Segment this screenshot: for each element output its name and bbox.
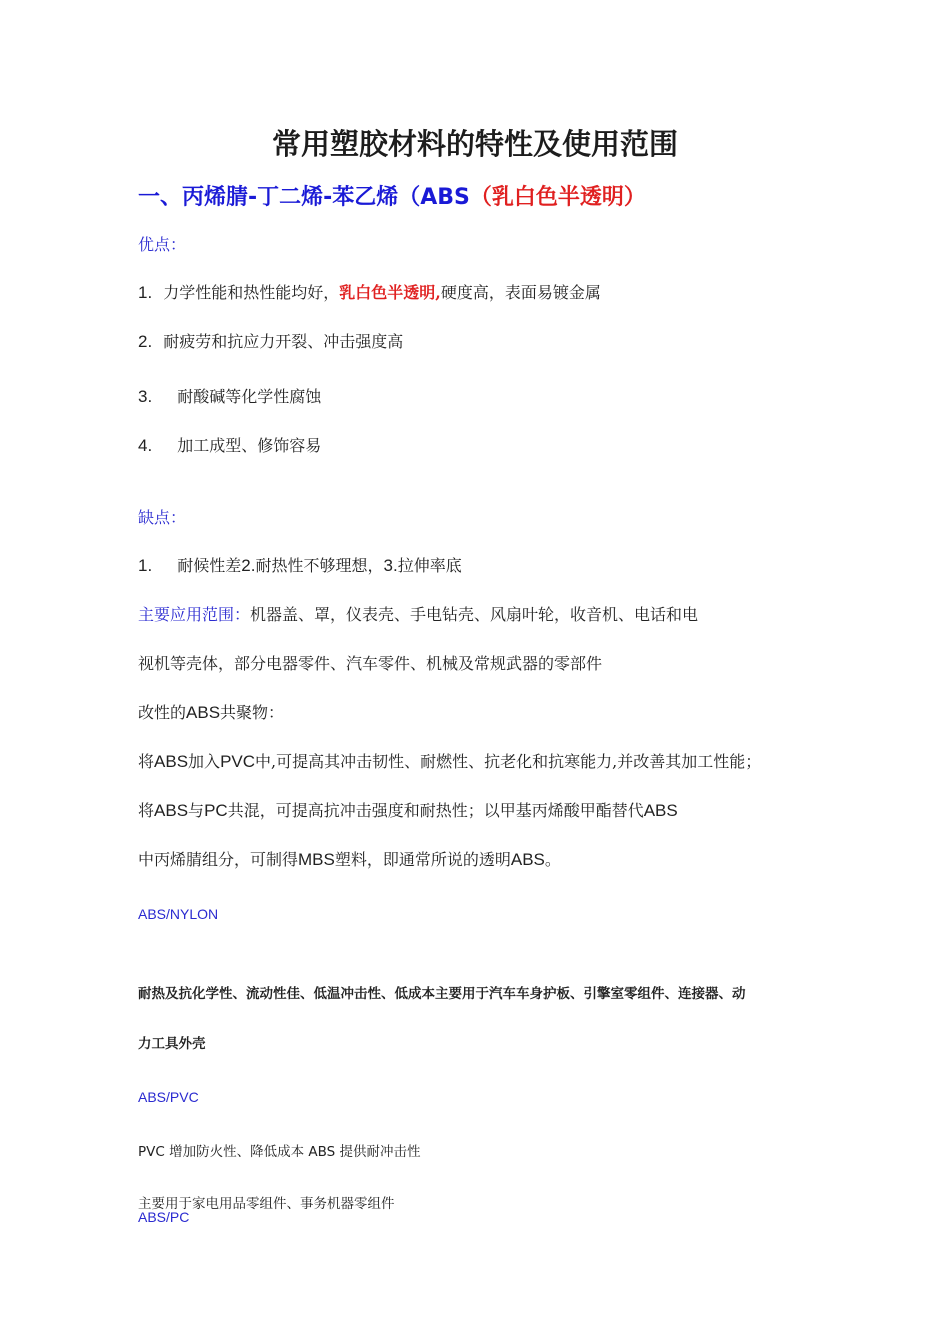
pros-item-2: 2. 耐疲劳和抗应力开裂、冲击强度高 bbox=[138, 332, 404, 351]
usage-line-2: 视机等壳体，部分电器零件、汽车零件、机械及常规武器的零部件 bbox=[138, 654, 603, 673]
usage-line-1: 主要应用范围：机器盖、罩，仪表壳、手电钻壳、风扇叶轮，收音机、电话和电 bbox=[138, 605, 699, 624]
pros-item-1: 1. 力学性能和热性能均好，乳白色半透明,硬度高，表面易镀金属 bbox=[138, 283, 601, 302]
abs-nylon-label: ABS/NYLON bbox=[138, 906, 219, 922]
cons-label: 缺点： bbox=[138, 508, 187, 527]
abs-pvc-label: ABS/PVC bbox=[138, 1089, 199, 1105]
pros-label: 优点： bbox=[138, 235, 187, 254]
section-heading-abs: 一、丙烯腈-丁二烯-苯乙烯（ABS（乳白色半透明） bbox=[138, 185, 646, 210]
pros-item-4: 4. 加工成型、修饰容易 bbox=[138, 436, 322, 455]
abs-pvc-line-1: PVC 增加防火性、降低成本 ABS 提供耐冲击性 bbox=[138, 1144, 421, 1160]
document-title: 常用塑胶材料的特性及使用范围 bbox=[271, 127, 678, 161]
modified-label: 改性的ABS共聚物： bbox=[138, 703, 285, 722]
abs-pc-label: ABS/PC bbox=[138, 1209, 190, 1225]
modified-line-1: 将ABS加入PVC中,可提高其冲击韧性、耐燃性、抗老化和抗寒能力,并改善其加工性能； bbox=[138, 752, 762, 771]
abs-nylon-line-2: 力工具外壳 bbox=[138, 1036, 206, 1052]
abs-pvc-line-2: 主要用于家电用品零组件、事务机器零组件 bbox=[138, 1196, 395, 1212]
abs-nylon-line-1: 耐热及抗化学性、流动性佳、低温冲击性、低成本主要用于汽车车身护板、引擎室零组件、连接器、动 bbox=[138, 986, 746, 1002]
modified-line-2: 将ABS与PC共混，可提高抗冲击强度和耐热性；以甲基丙烯酸甲酯替代ABS bbox=[138, 801, 678, 820]
pros-item-3: 3. 耐酸碱等化学性腐蚀 bbox=[138, 387, 322, 406]
cons-items: 1. 耐候性差2.耐热性不够理想，3.拉伸率底 bbox=[138, 556, 462, 575]
modified-line-3: 中丙烯腈组分，可制得MBS塑料，即通常所说的透明ABS。 bbox=[138, 850, 561, 869]
